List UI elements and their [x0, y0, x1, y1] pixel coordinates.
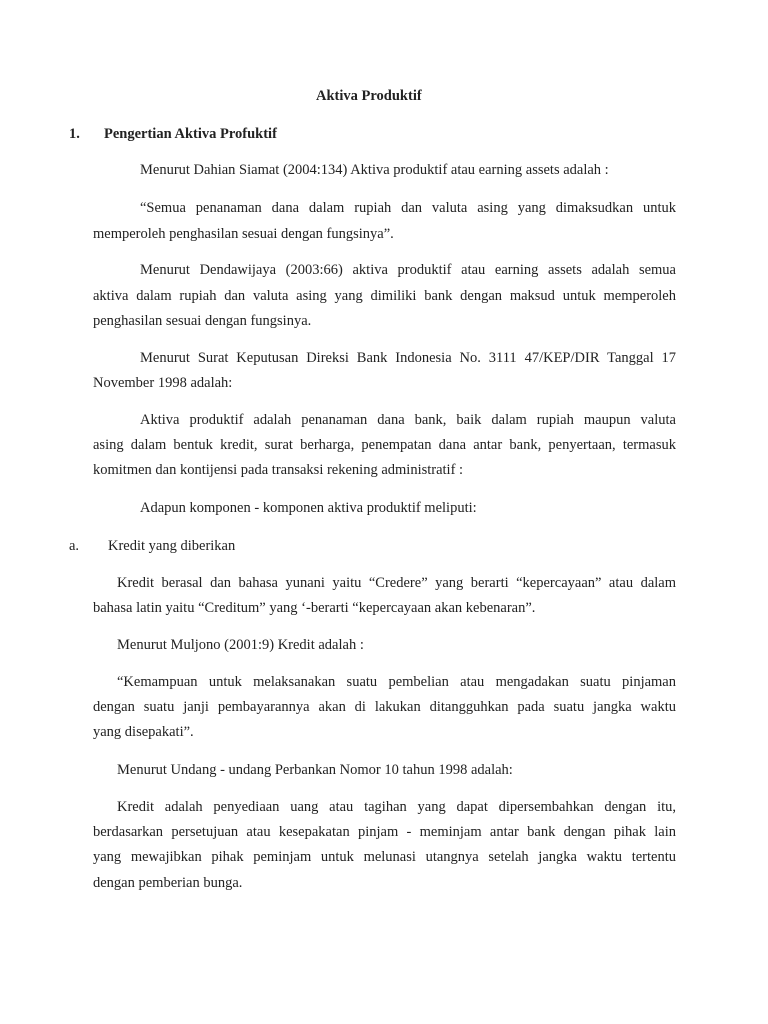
- paragraph-line: berdasarkan persetujuan atau kesepakatan pinjam - meminjam antar bank dengan pihak lain: [93, 824, 676, 840]
- paragraph-line: Aktiva produktif adalah penanaman dana bank, baik dalam rupiah maupun valuta: [140, 412, 676, 428]
- paragraph-line: memperoleh penghasilan sesuai dengan fungsinya”.: [93, 226, 394, 242]
- paragraph-line: “Kemampuan untuk melaksanakan suatu pembelian atau mengadakan suatu pinjaman: [117, 674, 676, 690]
- paragraph-line: bahasa latin yaitu “Creditum” yang ‘-berarti “kepercayaan akan kebenaran”.: [93, 600, 536, 616]
- paragraph-line: Menurut Muljono (2001:9) Kredit adalah :: [117, 637, 364, 653]
- page-title: Aktiva Produktif: [316, 88, 422, 104]
- paragraph-line: Menurut Surat Keputusan Direksi Bank Indonesia No. 3111 47/KEP/DIR Tanggal 17: [140, 350, 676, 366]
- section-number: 1.: [69, 126, 80, 142]
- paragraph-line: yang mewajibkan pihak peminjam untuk melunasi utangnya setelah jangka waktu tertentu: [93, 849, 676, 865]
- paragraph-line: Adapun komponen - komponen aktiva produktif meliputi:: [140, 500, 477, 516]
- paragraph-line: Menurut Undang - undang Perbankan Nomor 10 tahun 1998 adalah:: [117, 762, 513, 778]
- paragraph-line: komitmen dan kontijensi pada transaksi rekening administratif :: [93, 462, 464, 478]
- paragraph-line: Kredit berasal dan bahasa yunani yaitu “Credere” yang berarti “kepercayaan” atau dalam: [117, 575, 676, 591]
- paragraph-line: November 1998 adalah:: [93, 375, 233, 391]
- paragraph-line: penghasilan sesuai dengan fungsinya.: [93, 313, 312, 329]
- subsection-heading: Kredit yang diberikan: [108, 538, 236, 554]
- paragraph-line: aktiva dalam rupiah dan valuta asing yang dimiliki bank dengan maksud untuk memperoleh: [93, 288, 676, 304]
- paragraph-line: Kredit adalah penyediaan uang atau tagihan yang dapat dipersembahkan dengan itu,: [117, 799, 676, 815]
- section-heading: Pengertian Aktiva Profuktif: [104, 126, 277, 142]
- paragraph-line: yang disepakati”.: [93, 724, 194, 740]
- paragraph-line: asing dalam bentuk kredit, surat berharga, penempatan dana antar bank, penyertaan, termasuk: [93, 437, 676, 453]
- paragraph-line: dengan suatu janji pembayarannya akan di lakukan ditangguhkan pada suatu jangka waktu: [93, 699, 676, 715]
- paragraph-line: Menurut Dahian Siamat (2004:134) Aktiva produktif atau earning assets adalah :: [140, 162, 609, 178]
- subsection-letter: a.: [69, 538, 80, 554]
- paragraph-line: “Semua penanaman dana dalam rupiah dan valuta asing yang dimaksudkan untuk: [140, 200, 676, 216]
- paragraph-line: dengan pemberian bunga.: [93, 875, 243, 891]
- paragraph-line: Menurut Dendawijaya (2003:66) aktiva produktif atau earning assets adalah semua: [140, 262, 676, 278]
